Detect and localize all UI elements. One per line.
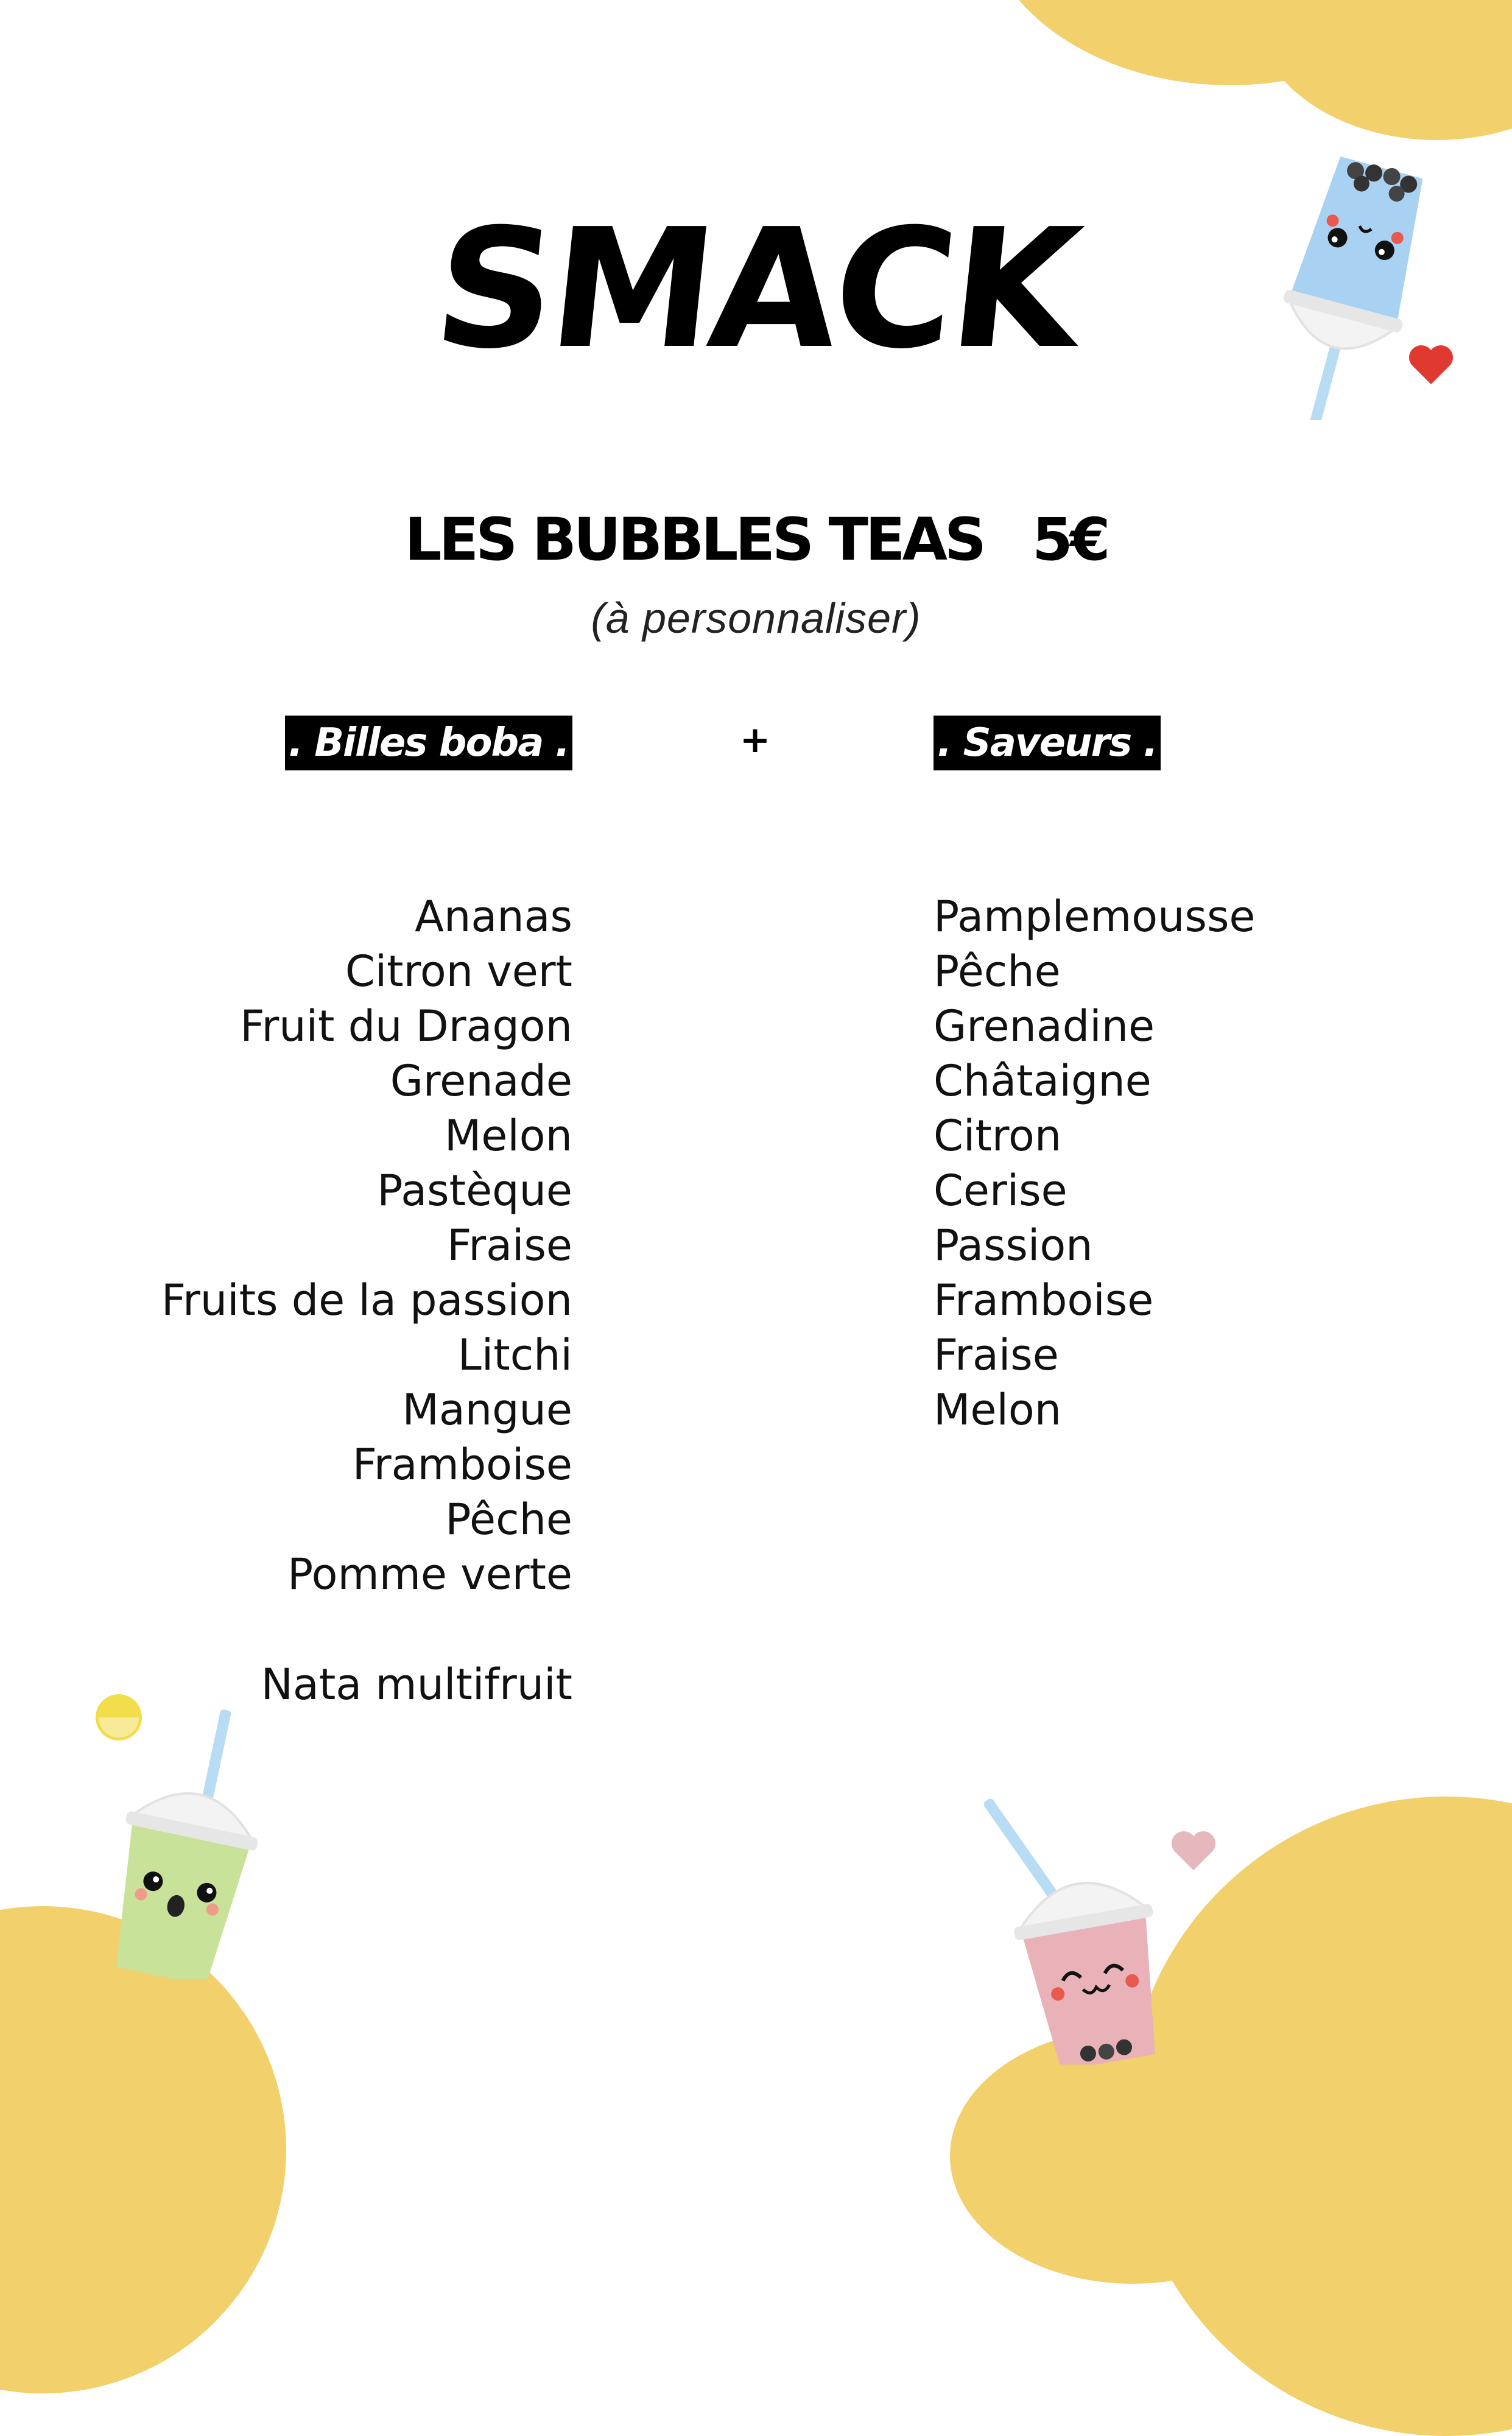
section-label-billes-boba: . Billes boba . xyxy=(285,716,572,770)
boba-item: Litchi xyxy=(457,1330,572,1380)
boba-item: Pomme verte xyxy=(287,1549,572,1599)
boba-item: Mangue xyxy=(402,1385,572,1435)
saveur-item: Cerise xyxy=(934,1166,1067,1216)
plus-sign: + xyxy=(739,719,771,761)
saveur-item: Passion xyxy=(934,1220,1093,1270)
menu-subtitle: (à personnaliser) xyxy=(591,594,921,642)
saveur-item: Fraise xyxy=(934,1330,1059,1380)
saveur-item: Citron xyxy=(934,1111,1062,1161)
boba-item: Fruits de la passion xyxy=(161,1275,572,1325)
section-label-saveurs: . Saveurs . xyxy=(934,716,1161,770)
saveurs-list xyxy=(934,889,1256,1437)
saveur-item: Framboise xyxy=(934,1275,1154,1325)
menu-title-row xyxy=(0,505,1512,574)
lemon-slice-icon xyxy=(91,1690,146,1745)
saveur-item: Melon xyxy=(934,1385,1062,1435)
boba-item: Ananas xyxy=(415,892,572,942)
saveur-item: Grenadine xyxy=(934,1001,1155,1051)
heart-pink-icon xyxy=(1169,1830,1218,1873)
yellow-blob-bottom-right-small xyxy=(950,2028,1315,2284)
menu-price: 5€ xyxy=(1032,505,1108,574)
boba-item: Melon xyxy=(444,1111,572,1161)
yellow-blob-bottom-left xyxy=(0,1906,286,2393)
saveur-item: Châtaigne xyxy=(934,1056,1152,1106)
brand-logo: SMACK xyxy=(426,193,1086,385)
billes-boba-list xyxy=(161,889,572,1602)
boba-item: Pêche xyxy=(445,1494,572,1544)
boba-item: Fraise xyxy=(447,1220,572,1270)
boba-item: Framboise xyxy=(352,1440,572,1490)
menu-title: LES BUBBLES TEAS xyxy=(404,505,983,574)
bubble-tea-pink-icon xyxy=(974,1778,1194,2065)
boba-extra-item: Nata multifruit xyxy=(261,1660,572,1709)
boba-item: Citron vert xyxy=(345,946,572,996)
boba-item: Grenade xyxy=(390,1056,572,1106)
bubble-tea-green-icon xyxy=(91,1705,286,1979)
saveur-item: Pamplemousse xyxy=(934,892,1256,942)
boba-item: Pastèque xyxy=(377,1166,572,1216)
boba-item: Fruit du Dragon xyxy=(240,1001,572,1051)
saveur-item: Pêche xyxy=(934,946,1061,996)
